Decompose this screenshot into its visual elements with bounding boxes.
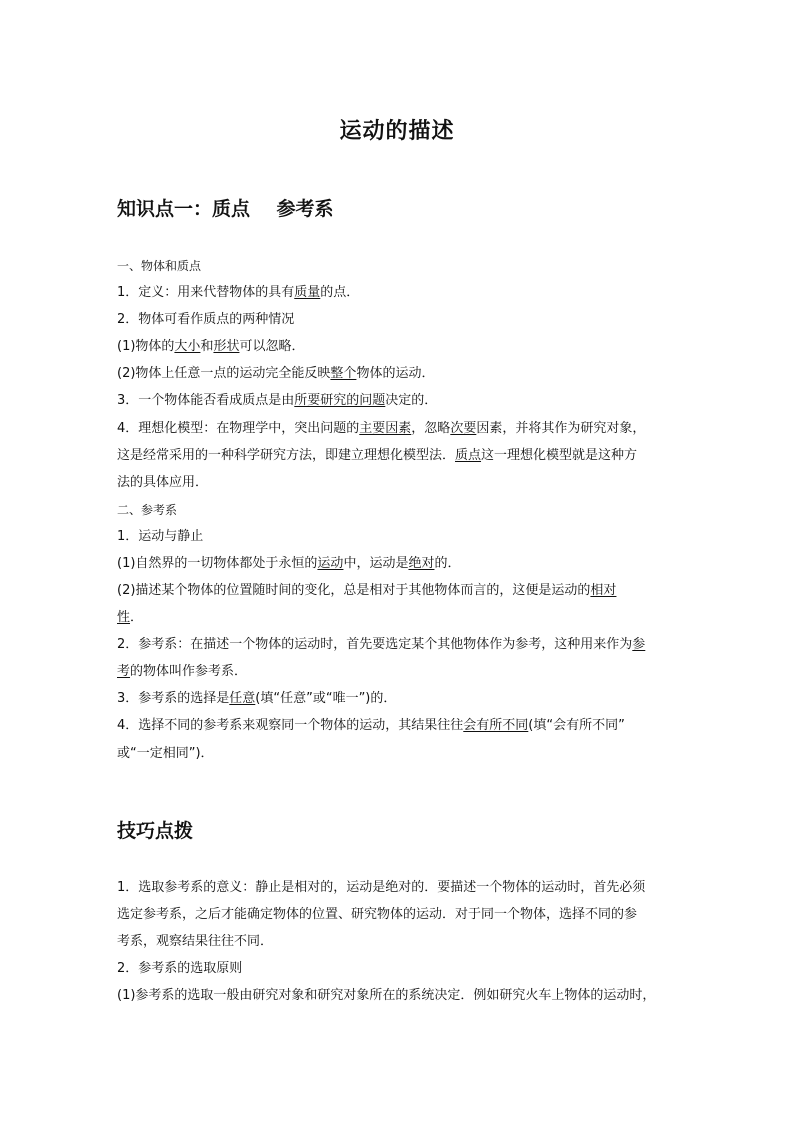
paragraph-line [117, 392, 682, 410]
paragraph-line [117, 555, 682, 573]
text: 可以忽略． [239, 339, 305, 354]
paragraph-line [117, 609, 682, 627]
text: 的物体叫作参考系． [130, 664, 248, 679]
paragraph-line [117, 420, 682, 438]
text: 这一理想化模型就是这种方 [481, 448, 638, 463]
text: (填“任意”或“唯一”)的． [255, 691, 397, 706]
section-heading-knowledge-1: 知识点一：质点 参考系 [117, 198, 334, 220]
underlined-answer: 性 [117, 610, 131, 625]
paragraph-line: 2．物体可看作质点的两种情况 [117, 312, 295, 327]
underlined-answer: 主要因素 [359, 421, 412, 436]
page-title: 运动的描述 [339, 119, 455, 144]
subheading-object-and-particle: 一、物体和质点 [117, 259, 202, 273]
paragraph-line: 1．运动与静止 [117, 529, 204, 544]
text: (2)描述某个物体的位置随时间的变化，总是相对于其他物体而言的，这便是运动的 [117, 583, 591, 598]
text: 决定的． [385, 393, 438, 408]
text: 和 [200, 339, 214, 354]
underlined-answer: 形状 [213, 339, 240, 354]
paragraph-line: 或“一定相同”)． [117, 746, 214, 761]
underlined-answer: 会有所不同 [463, 718, 529, 733]
underlined-answer: 任意 [229, 691, 256, 706]
paragraph-line: 2．参考系的选取原则 [117, 961, 243, 976]
underlined-answer: 运动 [317, 556, 344, 571]
text: (填“会有所不同” [528, 718, 625, 733]
underlined-answer: 绝对 [408, 556, 435, 571]
section-heading-tips: 技巧点拨 [117, 820, 194, 842]
paragraph-line [117, 365, 682, 383]
text: ，忽略 [411, 421, 451, 436]
underlined-answer: 次要 [450, 421, 477, 436]
paragraph-line [117, 338, 682, 356]
subheading-reference-frame: 二、参考系 [117, 503, 178, 517]
text: 物体的运动． [356, 366, 435, 381]
text: (1)物体的 [117, 339, 175, 354]
paragraph-line [117, 690, 682, 708]
text: 3．一个物体能否看成质点是由 [117, 393, 295, 408]
underlined-answer: 相对 [590, 583, 617, 598]
paragraph-line [117, 582, 682, 600]
text: (2)物体上任意一点的运动完全能反映 [117, 366, 331, 381]
underlined-answer: 考 [117, 664, 131, 679]
text: 3．参考系的选择是 [117, 691, 230, 706]
paragraph-line: (1)参考系的选取一般由研究对象和研究对象所在的系统决定．例如研究火车上物体的运动时， [117, 988, 656, 1003]
underlined-answer: 质点 [455, 448, 482, 463]
paragraph-line: 选定参考系，之后才能确定物体的位置、研究物体的运动．对于同一个物体，选择不同的参 [117, 907, 638, 922]
underlined-answer: 整个 [330, 366, 357, 381]
paragraph-line: 考系，观察结果往往不同． [117, 934, 274, 949]
text: ． [130, 610, 144, 625]
paragraph-line: 1．选取参考系的意义：静止是相对的，运动是绝对的．要描述一个物体的运动时，首先必须 [117, 880, 646, 895]
paragraph-line [117, 284, 682, 302]
paragraph-line [117, 447, 682, 465]
text: 2．参考系：在描述一个物体的运动时，首先要选定某个其他物体作为参考，这种用来作为 [117, 637, 633, 652]
paragraph-line [117, 663, 682, 681]
paragraph-line [117, 636, 682, 654]
text: 的． [434, 556, 461, 571]
text: 4．选择不同的参考系来观察同一个物体的运动，其结果往往 [117, 718, 464, 733]
text: 因素，并将其作为研究对象， [476, 421, 646, 436]
underlined-answer: 质量 [294, 285, 321, 300]
paragraph-line [117, 717, 682, 735]
text: (1)自然界的一切物体都处于永恒的 [117, 556, 318, 571]
underlined-answer: 所要研究的问题 [294, 393, 386, 408]
text: 1．定义：用来代替物体的具有 [117, 285, 295, 300]
paragraph-line: 法的具体应用． [117, 475, 209, 490]
text: 中，运动是 [343, 556, 409, 571]
text: 这是经常采用的一种科学研究方法，即建立理想化模型法． [117, 448, 456, 463]
text: 4．理想化模型：在物理学中，突出问题的 [117, 421, 360, 436]
text: 的点． [320, 285, 360, 300]
underlined-answer: 大小 [174, 339, 201, 354]
underlined-answer: 参 [632, 637, 646, 652]
